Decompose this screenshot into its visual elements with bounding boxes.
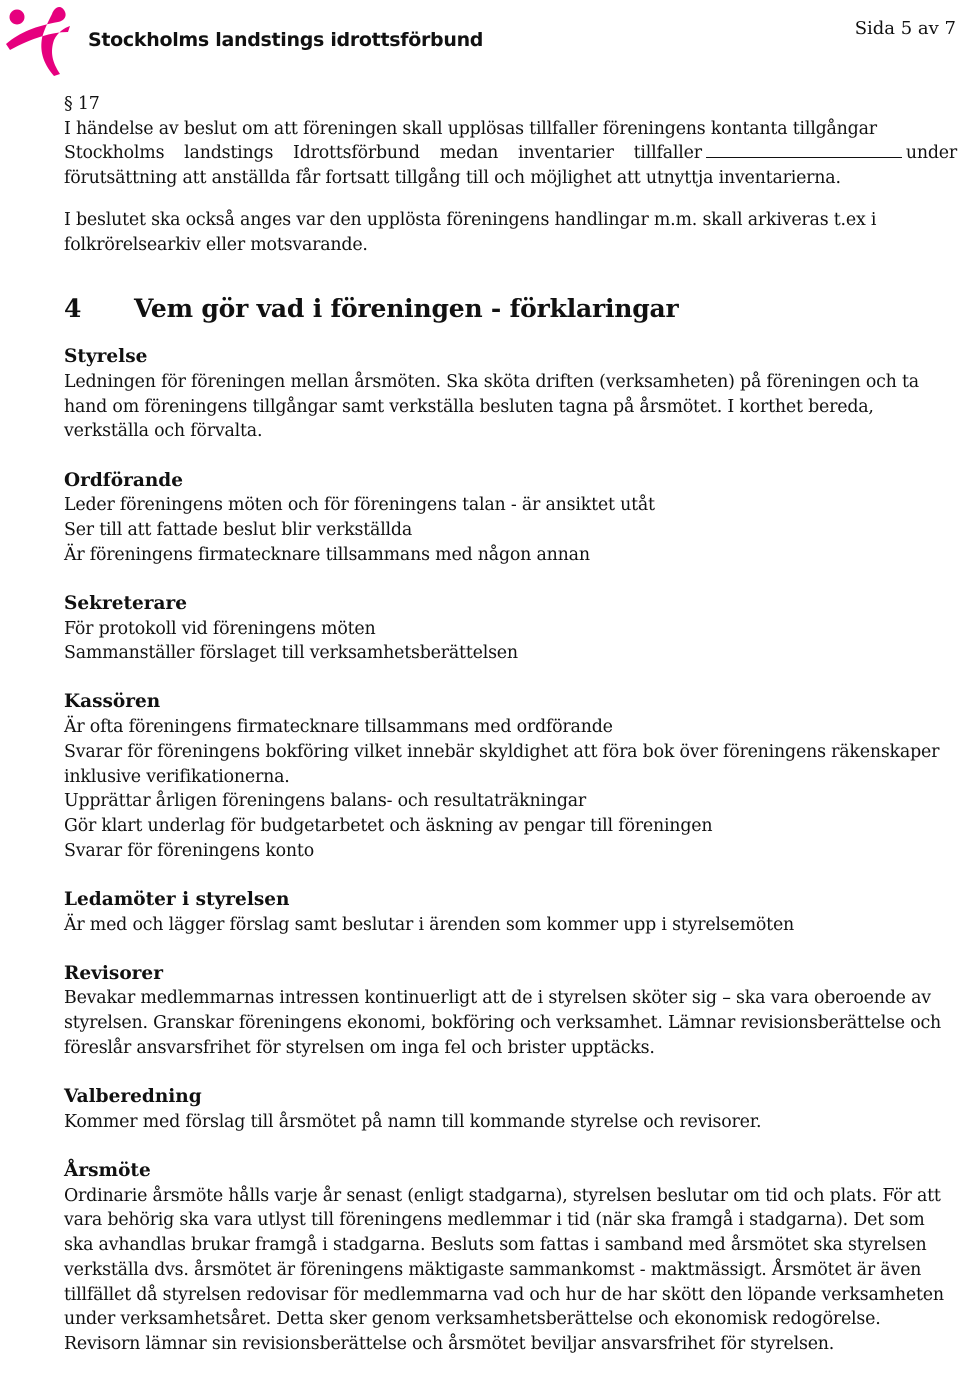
section-text: Bevakar medlemmarnas intressen kontinuerligt att de i styrelsen sköter sig – ska vara oberoende av styrelsen. Granskar föreningens ekonomi, bokföring och verksamhet. Lämnar revisionsberättelse och föreslår ansvarsfrihet för styrelsen om inga fel och brister upptäcks.	[64, 988, 942, 1058]
section-text: Gör klart underlag för budgetarbetet och äskning av pengar till föreningen	[64, 815, 713, 836]
paragraph-line-start: Stockholms landstings Idrottsförbund medan inventarier tillfaller	[64, 143, 702, 164]
organization-name: Stockholms landstings idrottsförbund	[88, 29, 484, 51]
section-text: För protokoll vid föreningens möten	[64, 618, 376, 639]
section-revisorer	[64, 962, 957, 1061]
section-text: Svarar för föreningens konto	[64, 840, 314, 861]
section-title: Styrelse	[64, 346, 148, 368]
section-title: Årsmöte	[64, 1160, 151, 1181]
section-text: Ledningen för föreningen mellan årsmöten. Ska sköta driften (verksamheten) på föreningen och ta hand om föreningens tillgångar samt verkställa besluten tagna på årsmötet. I korthet bereda, verkställa och förvalta.	[64, 371, 919, 442]
section-ordforande	[64, 469, 957, 568]
section-title: Kassören	[64, 691, 161, 713]
paragraph-line-end: under	[905, 143, 957, 164]
section-text: Sammanställer förslaget till verksamhetsberättelsen	[64, 643, 518, 664]
paragraph-line: förutsättning att anställda får fortsatt tillgång till och möjlighet att utnyttja inventarierna.	[64, 168, 841, 189]
paragraph-number: § 17	[64, 94, 100, 114]
section-text: Upprättar årligen föreningens balans- och resultaträkningar	[64, 791, 587, 812]
page-number: Sida 5 av 7	[854, 18, 956, 39]
section-title: Ordförande	[64, 469, 183, 491]
chapter-number: 4	[64, 294, 82, 324]
section-sekreterare	[64, 592, 957, 666]
section-text: Leder föreningens möten och för föreningens talan - är ansiktet utåt	[64, 495, 655, 516]
section-ledamoter	[64, 888, 957, 937]
paragraph-text: I beslutet ska också anges var den upplösta föreningens handlingar m.m. skall arkiveras t.ex i folkrörelsearkiv eller motsvarande.	[64, 209, 877, 255]
sports-figure-logo-icon	[2, 2, 74, 78]
page-header	[0, 0, 960, 80]
paragraph-line: I händelse av beslut om att föreningen skall upplösas tillfaller föreningens kontanta tillgångar	[64, 118, 877, 139]
section-title: Sekreterare	[64, 592, 188, 614]
chapter-title: Vem gör vad i föreningen - förklaringar	[134, 294, 679, 324]
section-text: Ser till att fattade beslut blir verkställda	[64, 519, 413, 540]
section-text: Svarar för föreningens bokföring vilket innebär skyldighet att föra bok över föreningens räkenskaper inklusive verifikationerna.	[64, 741, 940, 787]
section-valberedning	[64, 1085, 957, 1134]
fill-in-blank	[706, 143, 902, 158]
section-text: Kommer med förslag till årsmötet på namn till kommande styrelse och revisorer.	[64, 1111, 762, 1132]
paragraph-line-with-blank	[64, 141, 957, 166]
section-title: Ledamöter i styrelsen	[64, 888, 290, 910]
section-text: Är föreningens firmatecknare tillsammans med någon annan	[64, 544, 590, 565]
section-text: Ordinarie årsmöte hålls varje år senast (enligt stadgarna), styrelsen beslutar om tid och plats. För att vara behörig ska vara utlyst till föreningens medlemmar i tid (när ska framgå i stadgarna). Det som ska avhandlas brukar framgå i stadgarna. Besluts som fattas i samband med årsmötet ska styrelsen verkställa dvs. årsmötet är föreningens mäktigaste sammankomst - maktmässigt. Årsmötet är även tillfället då styrelsen redovisar för medlemmarna vad och hur de har skött den löpande verksamheten under verksamhetsåret. Detta sker genom verksamhetsberättelse och ekonomisk redogörelse. Revisorn lämnar sin revisionsberättelse och årsmötet beviljar ansvarsfrihet för styrelsen.	[64, 1185, 944, 1354]
section-styrelse	[64, 345, 957, 444]
section-kassoren	[64, 690, 957, 863]
section-arsmote	[64, 1159, 957, 1357]
chapter-heading	[64, 293, 957, 325]
document-body	[64, 92, 957, 1381]
section-title: Revisorer	[64, 962, 163, 984]
section-text: Är ofta föreningens firmatecknare tillsammans med ordförande	[64, 717, 613, 738]
section-text: Är med och lägger förslag samt beslutar i ärenden som kommer upp i styrelsemöten	[64, 914, 795, 935]
section-title: Valberedning	[64, 1086, 202, 1108]
paragraph-17	[64, 92, 957, 257]
